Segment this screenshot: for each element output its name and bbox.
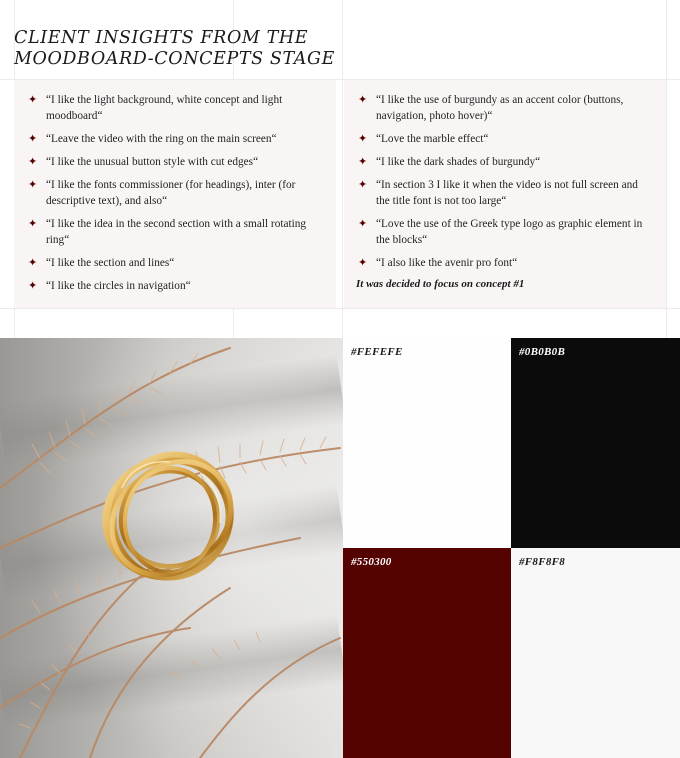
swatch-hex-code: #0B0B0B	[519, 346, 566, 358]
decision-note: It was decided to focus on concept #1	[356, 278, 525, 290]
list-item: ✦ “I like the use of burgundy as an accent color (buttons, navigation, photo hover)“	[358, 94, 624, 122]
insights-panel-left	[14, 80, 336, 308]
color-swatch-black	[511, 338, 680, 548]
insights-list-right	[344, 80, 666, 271]
list-item: ✦ “I like the light background, white concept and light moodboard“	[28, 94, 283, 122]
ring-photo-illustration	[0, 338, 343, 758]
guide-line	[666, 0, 667, 338]
list-item: ✦ “Love the marble effect“	[358, 133, 489, 145]
list-item: ✦ “Leave the video with the ring on the main screen“	[28, 133, 277, 145]
list-item: ✦ “I like the idea in the second section with a small rotating ring“	[28, 218, 307, 246]
page-title: CLIENT INSIGHTS FROM THE MOODBOARD-CONCEPTS STAGE	[14, 28, 335, 69]
insights-panel-right	[344, 80, 666, 308]
list-item: ✦ “In section 3 I like it when the video is not full screen and the title font is not too large“	[358, 179, 638, 207]
sparkle-star-icon: ✦	[28, 133, 38, 145]
swatch-hex-code: #F8F8F8	[519, 556, 566, 568]
list-item: ✦ “I also like the avenir pro font“	[358, 257, 518, 269]
sparkle-star-icon: ✦	[358, 94, 368, 106]
sparkle-star-icon: ✦	[28, 156, 38, 168]
list-item: ✦ “I like the unusual button style with cut edges“	[28, 156, 259, 168]
color-swatch-burgundy	[343, 548, 512, 758]
ring-photo	[0, 338, 343, 758]
list-item: ✦ “I like the fonts commissioner (for headings), inter (for descriptive text), and also“	[28, 179, 296, 207]
sparkle-star-icon: ✦	[358, 179, 368, 191]
sparkle-star-icon: ✦	[28, 257, 38, 269]
list-item: ✦ “Love the use of the Greek type logo as graphic element in the blocks“	[358, 218, 643, 246]
color-swatch-white	[343, 338, 512, 548]
sparkle-star-icon: ✦	[358, 133, 368, 145]
swatch-hex-code: #FEFEFE	[351, 346, 403, 358]
swatch-hex-code: #550300	[351, 556, 392, 568]
list-item: ✦ “I like the section and lines“	[28, 257, 175, 269]
sparkle-star-icon: ✦	[28, 94, 38, 106]
sparkle-star-icon: ✦	[28, 280, 38, 292]
sparkle-star-icon: ✦	[28, 179, 38, 191]
sparkle-star-icon: ✦	[28, 218, 38, 230]
sparkle-star-icon: ✦	[358, 257, 368, 269]
insights-list-left	[14, 80, 336, 294]
guide-line	[0, 308, 680, 309]
sparkle-star-icon: ✦	[358, 156, 368, 168]
list-item: ✦ “I like the dark shades of burgundy“	[358, 156, 541, 168]
sparkle-star-icon: ✦	[358, 218, 368, 230]
color-swatch-light-gray	[511, 548, 680, 758]
list-item: ✦ “I like the circles in navigation“	[28, 280, 191, 292]
